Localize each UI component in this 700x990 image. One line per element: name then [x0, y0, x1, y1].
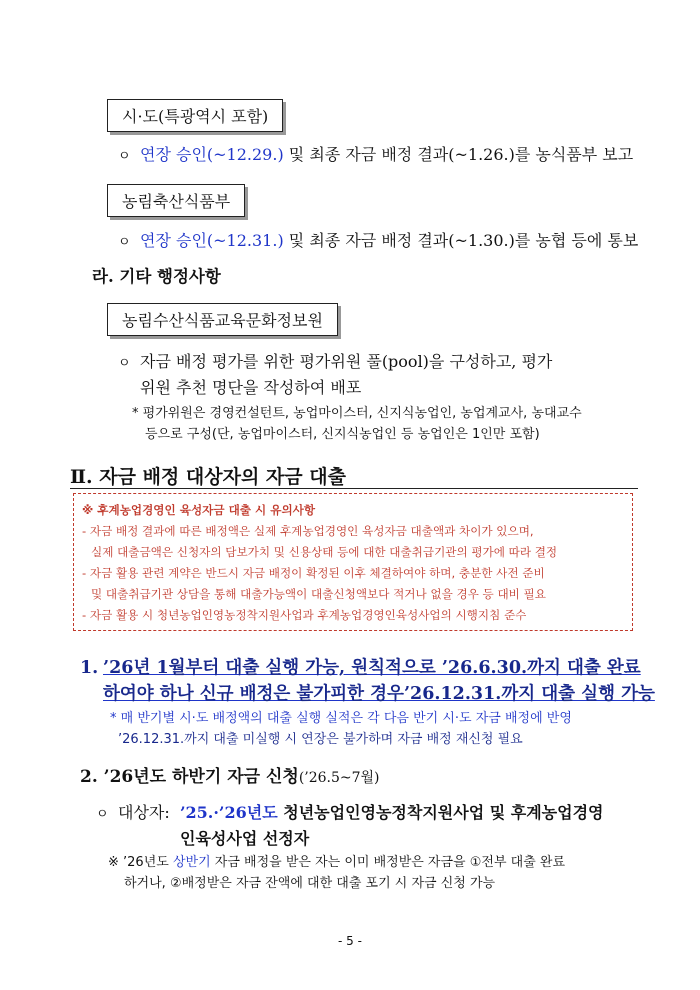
notice-line: - 자금 배정 결과에 따른 배정액은 실제 후계농업경영인 육성자금 대출액과 차이가 있으며,: [82, 524, 534, 538]
notice-line: 실제 대출금액은 신청자의 담보가치 및 신용상태 등에 대한 대출취급기관의 평가에 따라 결정: [91, 545, 558, 559]
item2-note-prefix: ※ ’26년도: [108, 855, 173, 870]
ministry-line: [118, 228, 638, 256]
notice-line: - 자금 활용 시 청년농업인영농정착지원사업과 후계농업경영인육성사업의 시행지침 준수: [82, 608, 527, 622]
item2-heading: [80, 764, 380, 791]
sido-line: [118, 142, 633, 170]
item2-number: 2.: [80, 767, 98, 787]
notice-line: 및 대출취급기관 상담을 통해 대출가능액이 대출신청액보다 적거나 없을 경우 등 대비 필요: [91, 587, 546, 601]
item2-title: ’26년도 하반기 자금 신청: [103, 767, 299, 787]
item2-target-label: 대상자:: [118, 803, 170, 822]
item2-target-years: ’25.·’26년도: [179, 803, 278, 822]
item1-line2: [103, 681, 655, 707]
sido-line-blue: 연장 승인(~12.29.): [140, 145, 284, 164]
notice-title: ※ 후계농업경영인 육성자금 대출 시 유의사항: [82, 503, 316, 517]
item2-target: [96, 800, 604, 828]
notice-box: [73, 493, 633, 631]
info-agency-box-label: 농림수산식품교육문화정보원: [122, 311, 323, 330]
item2-note-line2: 하거나, ②배정받은 자금 잔액에 대한 대출 포기 시 자금 신청 가능: [124, 876, 496, 891]
item1-note2: ’26.12.31.까지 대출 미실행 시 연장은 불가하며 자금 배정 재신청 필요: [118, 732, 523, 747]
item1-line2-text: 하여야 하나 신규 배정은 불가피한 경우’26.12.31.까지 대출 실행 가능: [103, 684, 655, 704]
item1-number: 1.: [80, 658, 99, 678]
sido-box-label: 시·도(특광역시 포함): [122, 107, 269, 126]
ministry-box: [107, 184, 245, 217]
page-number: - 5 -: [338, 934, 362, 948]
bullet-icon: ㅇ: [118, 149, 131, 164]
item2-note-rest: 자금 배정을 받은 자는 이미 배정받은 자금을 ①전부 대출 완료: [210, 855, 566, 870]
ra-note2: 등으로 구성(단, 농업마이스터, 신지식농업인 등 농업인은 1인만 포함): [145, 427, 540, 442]
section2-divider: [70, 488, 638, 489]
ministry-box-label: 농림축산식품부: [122, 192, 231, 211]
ra-note1: * 평가위원은 경영컨설턴트, 농업마이스터, 신지식농업인, 농업계교사, 농대교수: [132, 406, 582, 421]
notice-line: - 자금 활용 관련 계약은 반드시 자금 배정이 확정된 이후 체결하여야 하며, 충분한 사전 준비: [82, 566, 545, 580]
item1-line1-text: ’26년 1월부터 대출 실행 가능, 원칙적으로 ’26.6.30.까지 대출 완료: [103, 658, 641, 678]
info-agency-box: [107, 303, 338, 336]
item2-target-line2: 인육성사업 선정자: [180, 829, 310, 848]
sido-line-rest: 및 최종 자금 배정 결과(~1.26.)를 농식품부 보고: [283, 145, 634, 164]
ra-line1: [118, 349, 552, 377]
bullet-icon: ㅇ: [96, 807, 109, 822]
bullet-icon: ㅇ: [118, 235, 131, 250]
item1-note1: * 매 반기별 시·도 배정액의 대출 실행 실적은 각 다음 반기 시·도 자금 배정에 반영: [110, 711, 572, 726]
ministry-line-rest: 및 최종 자금 배정 결과(~1.30.)를 농협 등에 통보: [283, 231, 639, 250]
sido-box: [107, 99, 283, 132]
section2-heading: Ⅱ. 자금 배정 대상자의 자금 대출: [70, 466, 346, 488]
ra-line2: 위원 추천 명단을 작성하여 배포: [140, 378, 362, 397]
item2-period: (’26.5~7월): [298, 770, 380, 786]
ra-line1-text: 자금 배정 평가를 위한 평가위원 풀(pool)을 구성하고, 평가: [140, 352, 553, 371]
item2-note-half: 상반기: [172, 855, 211, 870]
section-ra-heading: 라. 기타 행정사항: [92, 267, 221, 286]
bullet-icon: ㅇ: [118, 356, 131, 371]
item2-target-rest: 청년농업인영농정착지원사업 및 후계농업경영: [277, 803, 604, 822]
item2-note: [108, 852, 565, 874]
item1-line1: [103, 655, 641, 681]
ministry-line-blue: 연장 승인(~12.31.): [140, 231, 284, 250]
